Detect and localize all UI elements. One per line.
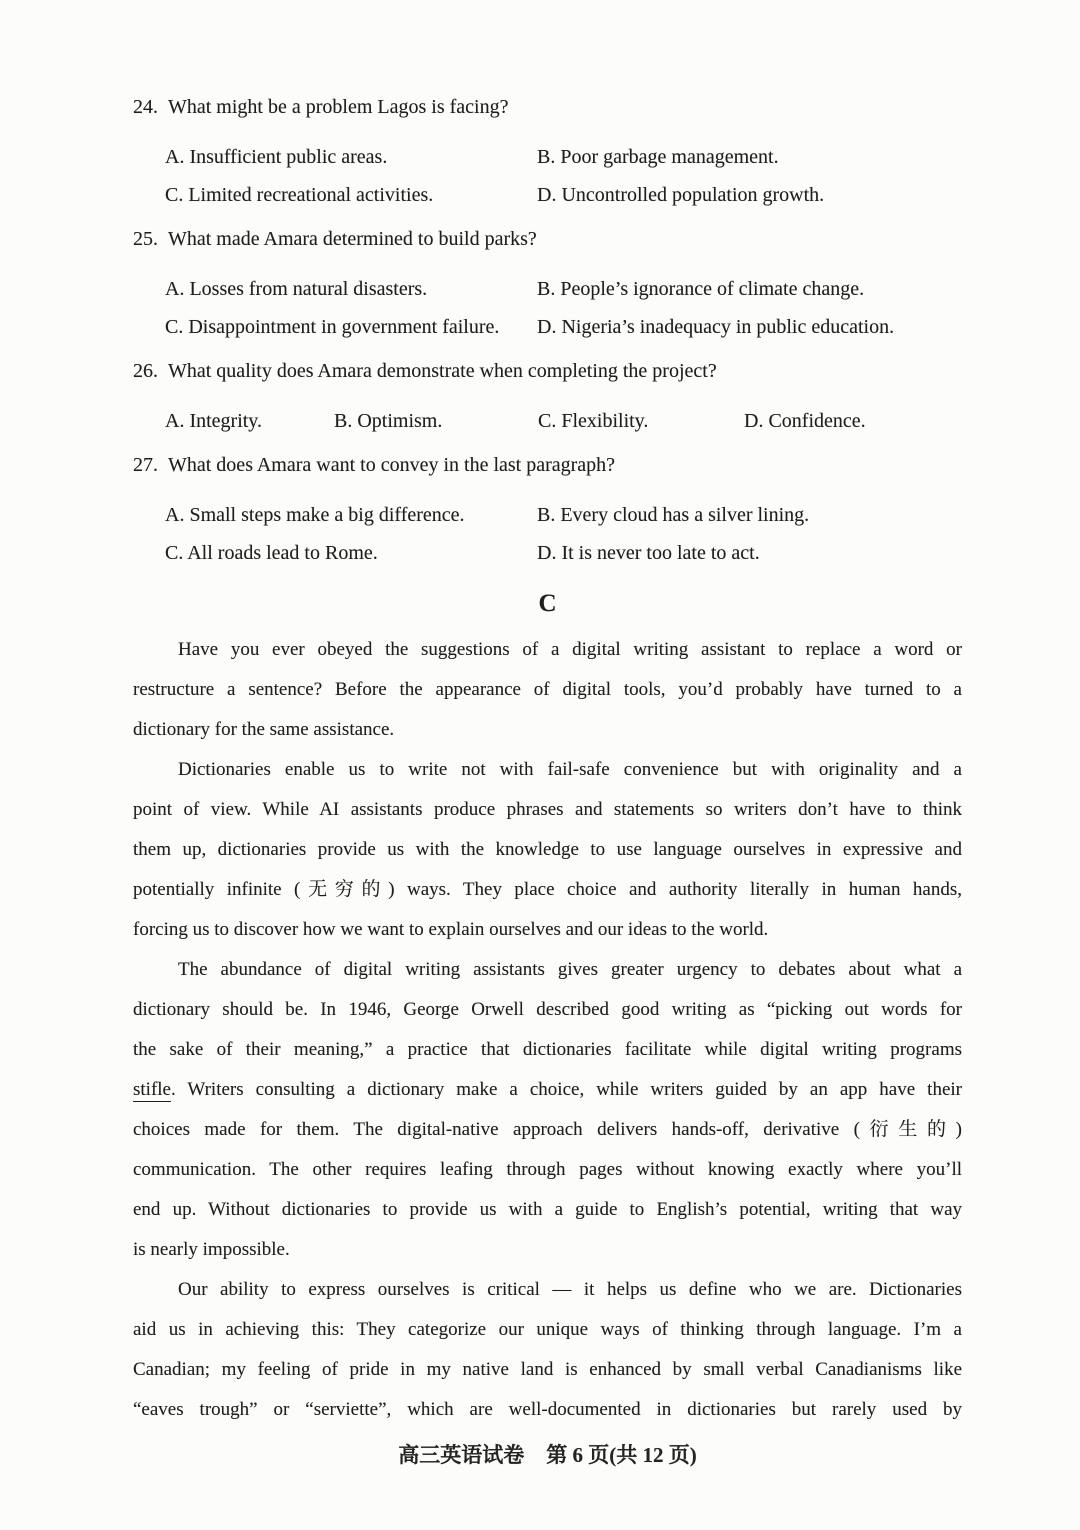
option-24-b: B. Poor garbage management. xyxy=(537,146,779,168)
passage-line: The abundance of digital writing assistants gives greater urgency to debates about what a xyxy=(178,959,962,980)
passage-line: “eaves trough” or “serviette”, which are well-documented in dictionaries but rarely used by xyxy=(133,1399,962,1420)
passage-line: forcing us to discover how we want to explain ourselves and our ideas to the world. xyxy=(133,919,769,940)
page-footer xyxy=(133,1440,962,1470)
section-label: C xyxy=(538,590,557,617)
option-24-a: A. Insufficient public areas. xyxy=(165,146,388,168)
question-26-text: What quality does Amara demonstrate when completing the project? xyxy=(168,360,717,382)
option-26-b: B. Optimism. xyxy=(334,410,443,432)
question-24-options-row-2 xyxy=(133,176,962,214)
option-25-d: D. Nigeria’s inadequacy in public education. xyxy=(537,316,895,338)
passage-line: is nearly impossible. xyxy=(133,1239,290,1260)
option-25-c: C. Disappointment in government failure. xyxy=(165,316,500,338)
question-25-number: 25. xyxy=(133,228,158,250)
passage-line: them up, dictionaries provide us with the knowledge to use language ourselves in expressive and xyxy=(133,839,962,860)
passage-paragraph-4 xyxy=(133,1270,962,1430)
option-25-b: B. People’s ignorance of climate change. xyxy=(537,278,865,300)
passage-line: Our ability to express ourselves is critical — it helps us define who we are. Dictionaries xyxy=(178,1279,962,1300)
question-27-stem xyxy=(133,446,962,484)
passage-line-stifle-rest: . Writers consulting a dictionary make a choice, while writers guided by an app have their xyxy=(171,1079,962,1100)
passage-line: Canadian; my feeling of pride in my native land is enhanced by small verbal Canadianisms like xyxy=(133,1359,962,1380)
question-27-options-row-1 xyxy=(133,496,962,534)
passage-line: dictionary should be. In 1946, George Orwell described good writing as “picking out words for xyxy=(133,999,962,1020)
option-27-c: C. All roads lead to Rome. xyxy=(165,542,378,564)
passage-line: Have you ever obeyed the suggestions of a digital writing assistant to replace a word or xyxy=(178,639,962,660)
question-24-stem xyxy=(133,88,962,126)
option-26-d: D. Confidence. xyxy=(744,410,866,432)
option-26-c: C. Flexibility. xyxy=(538,410,649,432)
passage-line: dictionary for the same assistance. xyxy=(133,719,395,740)
passage-line: Dictionaries enable us to write not with fail-safe convenience but with originality and a xyxy=(178,759,962,780)
passage-paragraph-2 xyxy=(133,750,962,950)
passage-paragraph-3 xyxy=(133,950,962,1270)
passage-line: potentially infinite (无穷的) ways. They place choice and authority literally in human hands, xyxy=(133,879,962,900)
passage-line: the sake of their meaning,” a practice that dictionaries facilitate while digital writing programs xyxy=(133,1039,962,1060)
passage-line: aid us in achieving this: They categorize our unique ways of thinking through language. I’m a xyxy=(133,1319,962,1340)
question-24-text: What might be a problem Lagos is facing? xyxy=(168,96,509,118)
option-27-a: A. Small steps make a big difference. xyxy=(165,504,465,526)
question-24-options-row-1 xyxy=(133,138,962,176)
question-27 xyxy=(133,446,962,572)
passage-line: restructure a sentence? Before the appearance of digital tools, you’d probably have turned to a xyxy=(133,679,962,700)
passage-line: choices made for them. The digital-native approach delivers hands-off, derivative (衍生的) xyxy=(133,1119,962,1140)
option-25-a: A. Losses from natural disasters. xyxy=(165,278,428,300)
question-24-number: 24. xyxy=(133,96,158,118)
option-24-d: D. Uncontrolled population growth. xyxy=(537,184,825,206)
question-25 xyxy=(133,220,962,346)
question-26-stem xyxy=(133,352,962,390)
question-24 xyxy=(133,88,962,214)
passage-line: communication. The other requires leafing through pages without knowing exactly where you’ll xyxy=(133,1159,962,1180)
option-26-a: A. Integrity. xyxy=(165,410,263,432)
footer-exam-title: 高三英语试卷 xyxy=(398,1443,525,1467)
question-26-number: 26. xyxy=(133,360,158,382)
footer-page-indicator: 第 6 页(共 12 页) xyxy=(546,1443,697,1467)
question-27-number: 27. xyxy=(133,454,158,476)
underlined-word-stifle: stifle xyxy=(133,1079,171,1100)
question-26 xyxy=(133,352,962,440)
question-27-options-row-2 xyxy=(133,534,962,572)
passage-line-stifle xyxy=(133,1070,962,1110)
question-25-stem xyxy=(133,220,962,258)
passage-line: point of view. While AI assistants produce phrases and statements so writers don’t have to think xyxy=(133,799,962,820)
passage-paragraph-1 xyxy=(133,630,962,750)
question-26-options-row xyxy=(133,402,962,440)
option-27-b: B. Every cloud has a silver lining. xyxy=(537,504,810,526)
passage-line: end up. Without dictionaries to provide us with a guide to English’s potential, writing that way xyxy=(133,1199,962,1220)
option-27-d: D. It is never too late to act. xyxy=(537,542,760,564)
question-27-text: What does Amara want to convey in the last paragraph? xyxy=(168,454,616,476)
question-25-options-row-1 xyxy=(133,270,962,308)
question-25-options-row-2 xyxy=(133,308,962,346)
question-25-text: What made Amara determined to build parks? xyxy=(168,228,537,250)
option-24-c: C. Limited recreational activities. xyxy=(165,184,434,206)
